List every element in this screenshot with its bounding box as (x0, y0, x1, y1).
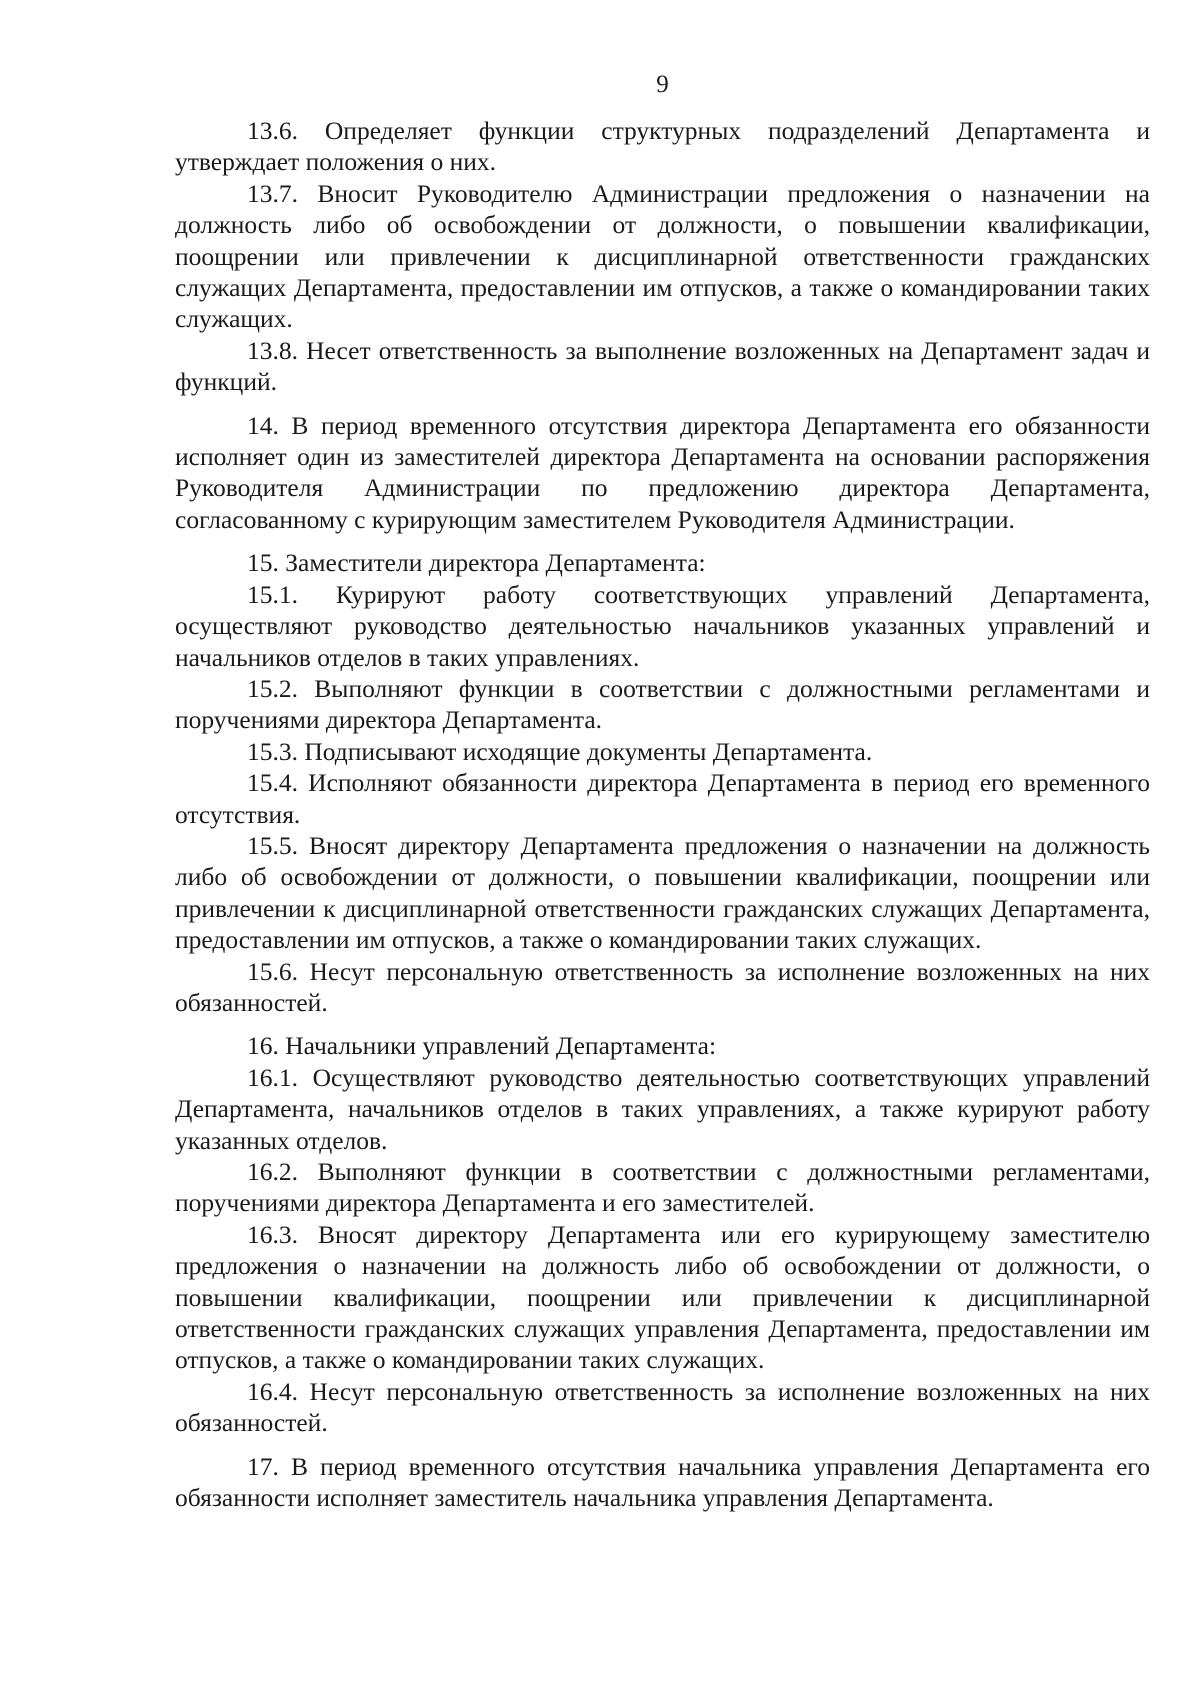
paragraph-17: 17. В период временного отсутствия начальника управления Департамента его обязанности исполняет заместитель начальника управления Департамента. (175, 1451, 1150, 1513)
paragraph-15-1: 15.1. Курируют работу соответствующих управлений Департамента, осуществляют руководство деятельностью начальников указанных управлений и начальников отделов в таких управлениях. (175, 579, 1150, 672)
paragraph-15-3: 15.3. Подписывают исходящие документы Департамента. (247, 736, 873, 766)
paragraph-14: 14. В период временного отсутствия директора Департамента его обязанности исполняет один из заместителей директора Департамента на основании распоряжения Руководителя Администрации по предложению директора Департамента, согласованному с курирующим заместителем Руководителя Администрации. (175, 410, 1150, 534)
paragraph-15-6: 15.6. Несут персональную ответственность за исполнение возложенных на них обязанностей. (175, 956, 1150, 1017)
paragraph-15-5: 15.5. Вносят директору Департамента предложения о назначении на должность либо об освобождении от должности, о повышении квалификации, поощрении или привлечении к дисциплинарной ответственности гражданских служащих Департамента, предоставлении им отпусков, а также о командировании таких служащих. (175, 830, 1150, 955)
paragraph-16-3: 16.3. Вносят директору Департамента или его курирующему заместителю предложения о назначении на должность либо об освобождении от должности, о повышении квалификации, поощрении или привлечении к дисциплинарной ответственности гражданских служащих управления Департамента, предоставлении им отпусков, а также о командировании таких служащих. (175, 1219, 1150, 1375)
page-number: 9 (656, 71, 669, 98)
paragraph-16-2: 16.2. Выполняют функции в соответствии с должностными регламентами, поручениями директора Департамента и его заместителей. (175, 1157, 1150, 1218)
paragraph-13-8: 13.8. Несет ответственность за выполнение возложенных на Департамент задач и функций. (175, 335, 1150, 397)
paragraph-16-1: 16.1. Осуществляют руководство деятельностью соответствующих управлений Департамента, начальников отделов в таких управлениях, а также курируют работу указанных отделов. (175, 1062, 1150, 1155)
paragraph-16-4: 16.4. Несут персональную ответственность за исполнение возложенных на них обязанностей. (175, 1376, 1150, 1438)
paragraph-16: 16. Начальники управлений Департамента: (247, 1031, 717, 1061)
paragraph-13-7: 13.7. Вносит Руководителю Администрации предложения о назначении на должность либо об освобождении от должности, о повышении квалификации, поощрении или привлечении к дисциплинарной ответственности гражданских служащих Департамента, предоставлении им отпусков, а также о командировании таких служащих. (175, 178, 1150, 334)
paragraph-15-4: 15.4. Исполняют обязанности директора Департамента в период его временного отсутствия. (175, 768, 1150, 829)
paragraph-13-6: 13.6. Определяет функции структурных подразделений Департамента и утверждает положения о них. (175, 116, 1150, 177)
paragraph-15-2: 15.2. Выполняют функции в соответствии с должностными регламентами и поручениями директора Департамента. (175, 673, 1150, 735)
paragraph-15: 15. Заместители директора Департамента: (247, 548, 706, 578)
document-body (175, 115, 1150, 1513)
